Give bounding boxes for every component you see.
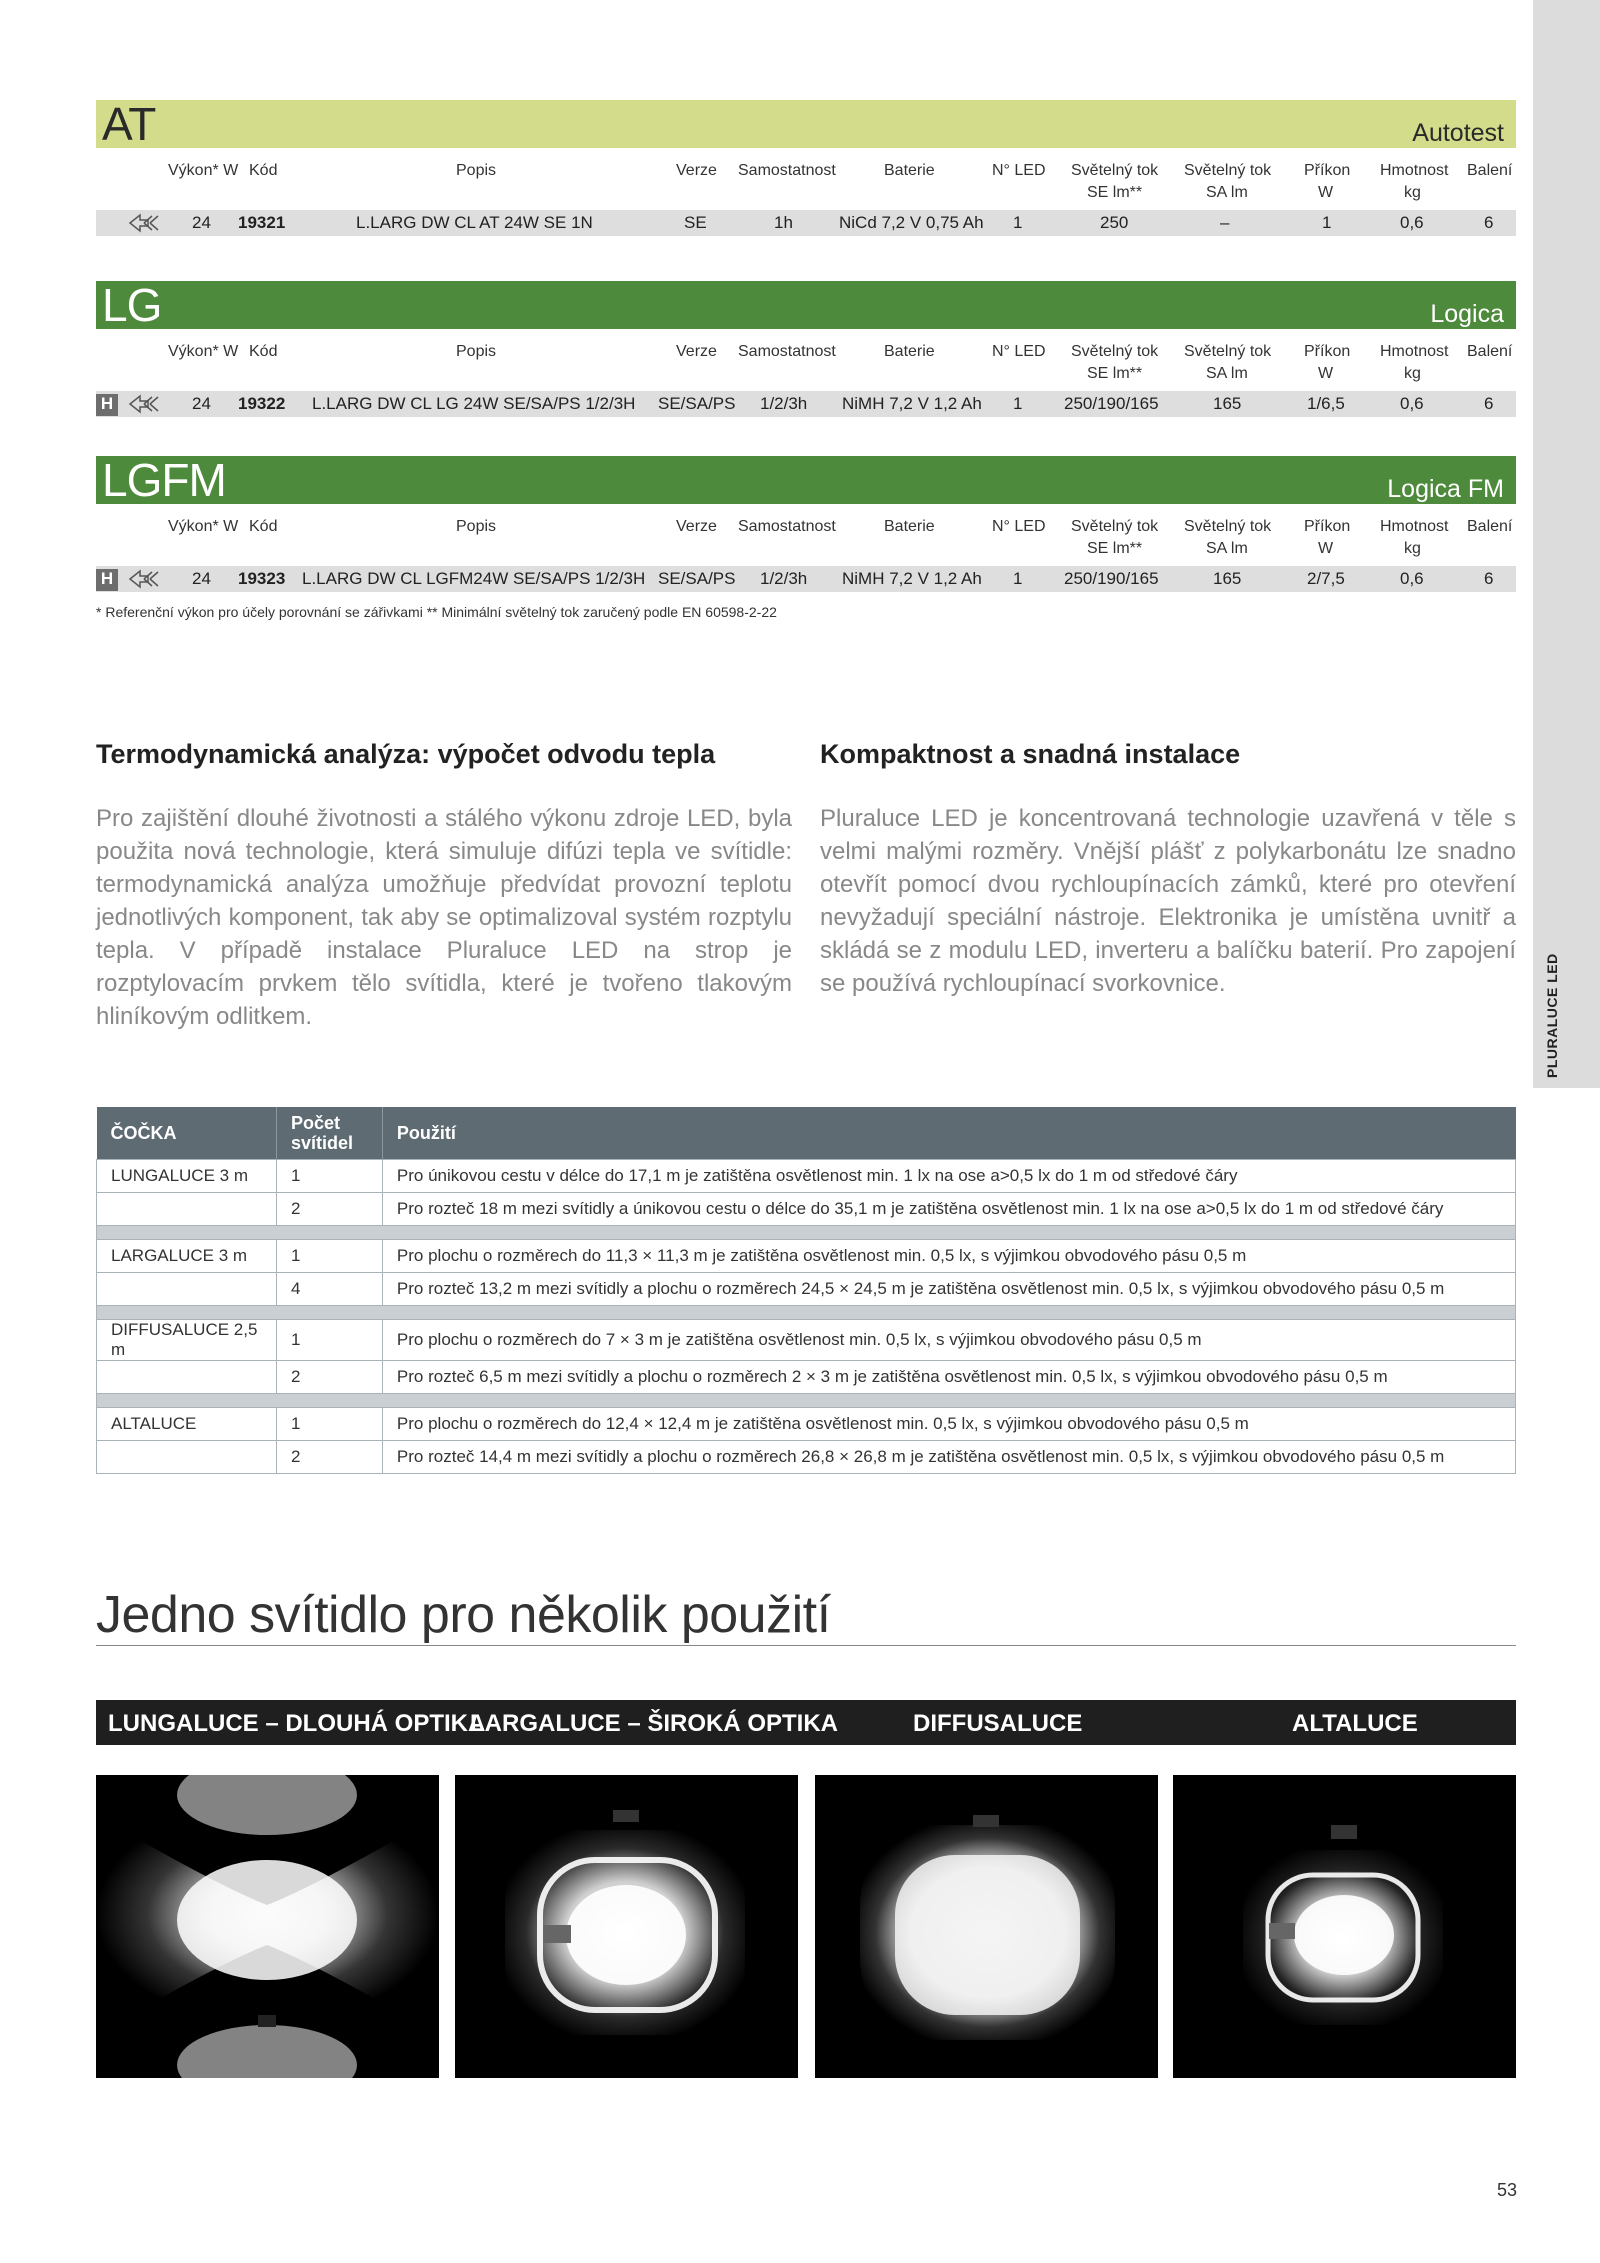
lens-name-empty xyxy=(97,1360,277,1393)
lens-use: Pro rozteč 6,5 m mezi svítidly a plochu o rozměrech 2 × 3 m je zatištěna osvětlenost min. 0,5 lx, s výjimkou obvodového pásu 0,5 m xyxy=(382,1360,1515,1393)
col-tok-se: Světelný tok xyxy=(1071,518,1159,535)
header-use: Použití xyxy=(382,1107,1515,1159)
product-block-lgfm xyxy=(96,456,1516,592)
col-prikon-unit: W xyxy=(1318,365,1334,382)
col-hmotnost: Hmotnost xyxy=(1380,518,1449,535)
col-verze: Verze xyxy=(676,518,717,535)
lens-count: 1 xyxy=(276,1239,382,1272)
col-tok-sa: Světelný tok xyxy=(1184,162,1272,179)
col-hmotnost-unit: kg xyxy=(1404,540,1421,557)
cell-tok-sa: 165 xyxy=(1213,569,1242,588)
col-tok-se: Světelný tok xyxy=(1071,162,1159,179)
section-title: Jedno svítidlo pro několik použití xyxy=(96,1586,831,1644)
col-hmotnost: Hmotnost xyxy=(1380,162,1449,179)
product-code: LGFM xyxy=(102,454,226,506)
col-kod: Kód xyxy=(249,518,278,535)
spacer-cell xyxy=(97,1305,1516,1319)
product-family: Autotest xyxy=(1412,119,1504,147)
product-block-at xyxy=(96,100,1516,236)
table-spacer xyxy=(97,1393,1516,1407)
product-band xyxy=(96,456,1516,504)
optics-label-lungaluce: LUNGALUCE – DLOUHÁ OPTIKA xyxy=(108,1710,486,1737)
lens-name: DIFFUSALUCE 2,5 m xyxy=(97,1319,277,1360)
cell-prikon: 2/7,5 xyxy=(1307,569,1345,588)
col-tok-sa-unit: SA lm xyxy=(1206,365,1248,382)
col-prikon: Příkon xyxy=(1304,162,1351,179)
col-baleni: Balení xyxy=(1467,162,1513,179)
cell-tok-se: 250/190/165 xyxy=(1064,394,1159,413)
right-text-column xyxy=(820,736,1516,1000)
right-heading: Kompaktnost a snadná instalace xyxy=(820,739,1241,769)
cell-power: 24 xyxy=(192,569,211,588)
col-samostatnost: Samostatnost xyxy=(738,518,836,535)
table-row xyxy=(97,1272,1516,1305)
table-row xyxy=(97,1159,1516,1192)
product-band xyxy=(96,281,1516,329)
product-band xyxy=(96,100,1516,148)
cell-samostatnost: 1h xyxy=(774,213,793,232)
lens-count: 1 xyxy=(276,1319,382,1360)
product-row xyxy=(96,391,1516,417)
col-hmotnost: Hmotnost xyxy=(1380,343,1449,360)
cell-led: 1 xyxy=(1013,394,1023,413)
col-verze: Verze xyxy=(676,343,717,360)
lens-use: Pro rozteč 14,4 m mezi svítidly a plochu o rozměrech 26,8 × 26,8 m je zatištěna osvětlenost min. 0,5 lx, s výjimkou obvodového pásu 0,5 m xyxy=(382,1440,1515,1473)
lens-name-empty xyxy=(97,1192,277,1225)
table-row xyxy=(97,1360,1516,1393)
exit-sign-icon xyxy=(126,568,162,590)
col-vykon: Výkon* W xyxy=(168,518,239,535)
col-samostatnost: Samostatnost xyxy=(738,162,836,179)
cell-led: 1 xyxy=(1013,213,1023,232)
col-vykon: Výkon* W xyxy=(168,343,239,360)
col-prikon: Příkon xyxy=(1304,518,1351,535)
column-header-row xyxy=(96,504,1516,566)
cell-samostatnost: 1/2/3h xyxy=(760,394,808,413)
cell-verze: SE/SA/PS xyxy=(658,394,736,413)
lens-count: 4 xyxy=(276,1272,382,1305)
col-vykon: Výkon* W xyxy=(168,162,239,179)
cell-hmotnost: 0,6 xyxy=(1400,569,1424,588)
col-tok-se: Světelný tok xyxy=(1071,343,1159,360)
lens-name: LUNGALUCE 3 m xyxy=(97,1159,277,1192)
title-rule xyxy=(96,1645,1516,1646)
col-popis: Popis xyxy=(456,518,497,535)
lens-use: Pro plochu o rozměrech do 12,4 × 12,4 m je zatištěna osvětlenost min. 0,5 lx, s výjimkou obvodového pásu 0,5 m xyxy=(382,1407,1515,1440)
table-spacer xyxy=(97,1305,1516,1319)
col-baterie: Baterie xyxy=(884,343,935,360)
table-row xyxy=(97,1239,1516,1272)
table-spacer xyxy=(97,1225,1516,1239)
largaluce-photo xyxy=(455,1775,798,2078)
h-badge-icon: H xyxy=(96,569,118,591)
optics-bar xyxy=(96,1700,1516,1745)
product-family: Logica xyxy=(1430,300,1504,328)
optics-label-diffusaluce: DIFFUSALUCE xyxy=(913,1710,1083,1737)
lungaluce-photo xyxy=(96,1775,439,2078)
col-tok-sa: Světelný tok xyxy=(1184,343,1272,360)
cell-hmotnost: 0,6 xyxy=(1400,394,1424,413)
lens-name: LARGALUCE 3 m xyxy=(97,1239,277,1272)
altaluce-photo xyxy=(1173,1775,1516,2078)
col-baleni: Balení xyxy=(1467,343,1513,360)
col-prikon-unit: W xyxy=(1318,184,1334,201)
lens-use: Pro plochu o rozměrech do 7 × 3 m je zatištěna osvětlenost min. 0,5 lx, s výjimkou obvodového pásu 0,5 m xyxy=(382,1319,1515,1360)
lens-count: 1 xyxy=(276,1407,382,1440)
col-tok-se-unit: SE lm** xyxy=(1087,184,1143,201)
lens-name-empty xyxy=(97,1272,277,1305)
col-prikon-unit: W xyxy=(1318,540,1334,557)
col-popis: Popis xyxy=(456,343,497,360)
lens-table-header xyxy=(97,1107,1516,1159)
header-count: Počet svítidel xyxy=(276,1107,382,1159)
h-badge-icon: H xyxy=(96,394,118,416)
spacer-cell xyxy=(97,1225,1516,1239)
cell-popis: L.LARG DW CL LGFM24W SE/SA/PS 1/2/3H xyxy=(302,569,646,588)
lens-use: Pro únikovou cestu v délce do 17,1 m je zatištěna osvětlenost min. 1 lx na ose a>0,5 lx do 1 m od středové čáry xyxy=(382,1159,1515,1192)
lens-name-empty xyxy=(97,1440,277,1473)
cell-popis: L.LARG DW CL LG 24W SE/SA/PS 1/2/3H xyxy=(312,394,636,413)
cell-baterie: NiMH 7,2 V 1,2 Ah xyxy=(842,394,982,413)
cell-popis: L.LARG DW CL AT 24W SE 1N xyxy=(356,213,593,232)
col-led: N° LED xyxy=(992,343,1046,360)
cell-led: 1 xyxy=(1013,569,1023,588)
left-paragraph: Pro zajištění dlouhé životnosti a stálého výkonu zdroje LED, byla použita nová technologie, která simuluje difúzi tepla ve svítidle: termodynamická analýza umožňuje předvídat provozní teplotu jednotlivých komponent, tak aby se optimalizoval systém rozptylu tepla. V případě instalace Pluraluce LED na strop je rozptylovacím prvkem tělo svítidla, které je tvořeno tlakovým hliníkovým odlitkem. xyxy=(96,805,792,1030)
lens-use: Pro plochu o rozměrech do 11,3 × 11,3 m je zatištěna osvětlenost min. 0,5 lx, s výjimkou obvodového pásu 0,5 m xyxy=(382,1239,1515,1272)
column-header-row xyxy=(96,329,1516,391)
exit-sign-icon xyxy=(126,212,162,234)
col-popis: Popis xyxy=(456,162,497,179)
col-kod: Kód xyxy=(249,343,278,360)
header-lens: ČOČKA xyxy=(97,1107,277,1159)
cell-kod: 19323 xyxy=(238,569,286,588)
col-tok-se-unit: SE lm** xyxy=(1087,540,1143,557)
cell-baleni: 6 xyxy=(1484,569,1494,588)
col-kod: Kód xyxy=(249,162,278,179)
column-header-row xyxy=(96,148,1516,210)
col-led: N° LED xyxy=(992,518,1046,535)
product-row xyxy=(96,566,1516,592)
side-tab xyxy=(1533,0,1600,1088)
lens-count: 2 xyxy=(276,1360,382,1393)
spacer-cell xyxy=(97,1393,1516,1407)
cell-power: 24 xyxy=(192,213,211,232)
cell-prikon: 1 xyxy=(1322,213,1332,232)
cell-baleni: 6 xyxy=(1484,394,1494,413)
product-family: Logica FM xyxy=(1387,475,1504,503)
cell-tok-sa: – xyxy=(1220,213,1230,232)
cell-prikon: 1/6,5 xyxy=(1307,394,1345,413)
page-number: 53 xyxy=(1497,2180,1518,2200)
col-tok-sa-unit: SA lm xyxy=(1206,184,1248,201)
table-row xyxy=(97,1440,1516,1473)
diffusaluce-photo xyxy=(815,1775,1158,2078)
col-led: N° LED xyxy=(992,162,1046,179)
col-tok-sa: Světelný tok xyxy=(1184,518,1272,535)
table-row xyxy=(97,1407,1516,1440)
footnote: * Referenční výkon pro účely porovnání se zářivkami ** Minimální světelný tok zaručený podle EN 60598-2-22 xyxy=(96,604,777,620)
cell-baterie: NiCd 7,2 V 0,75 Ah xyxy=(839,213,984,232)
cell-baleni: 6 xyxy=(1484,213,1494,232)
cell-hmotnost: 0,6 xyxy=(1400,213,1424,232)
col-tok-sa-unit: SA lm xyxy=(1206,540,1248,557)
cell-tok-sa: 165 xyxy=(1213,394,1242,413)
table-row xyxy=(97,1319,1516,1360)
col-verze: Verze xyxy=(676,162,717,179)
col-baleni: Balení xyxy=(1467,518,1513,535)
cell-kod: 19321 xyxy=(238,213,286,232)
exit-sign-icon xyxy=(126,393,162,415)
col-baterie: Baterie xyxy=(884,518,935,535)
cell-kod: 19322 xyxy=(238,394,286,413)
cell-verze: SE xyxy=(684,213,707,232)
left-heading: Termodynamická analýza: výpočet odvodu tepla xyxy=(96,739,716,769)
left-text-column xyxy=(96,736,792,1033)
col-baterie: Baterie xyxy=(884,162,935,179)
cell-verze: SE/SA/PS xyxy=(658,569,736,588)
col-hmotnost-unit: kg xyxy=(1404,184,1421,201)
lens-name: ALTALUCE xyxy=(97,1407,277,1440)
optics-label-largaluce: LARGALUCE – ŠIROKÁ OPTIKA xyxy=(470,1710,839,1737)
lens-count: 1 xyxy=(276,1159,382,1192)
lens-count: 2 xyxy=(276,1440,382,1473)
side-tab-label: PLURALUCE LED xyxy=(1544,953,1560,1078)
col-tok-se-unit: SE lm** xyxy=(1087,365,1143,382)
lens-use: Pro rozteč 18 m mezi svítidly a únikovou cestu o délce do 35,1 m je zatištěna osvětlenost min. 1 lx na ose a>0,5 lx do 1 m od středové čáry xyxy=(382,1192,1515,1225)
product-block-lg xyxy=(96,281,1516,417)
cell-baterie: NiMH 7,2 V 1,2 Ah xyxy=(842,569,982,588)
col-hmotnost-unit: kg xyxy=(1404,365,1421,382)
lens-table xyxy=(96,1107,1516,1474)
table-row xyxy=(97,1192,1516,1225)
lens-count: 2 xyxy=(276,1192,382,1225)
product-code: LG xyxy=(102,279,162,331)
lens-use: Pro rozteč 13,2 m mezi svítidly a plochu o rozměrech 24,5 × 24,5 m je zatištěna osvětlenost min. 0,5 lx, s výjimkou obvodového pásu 0,5 m xyxy=(382,1272,1515,1305)
right-paragraph: Pluraluce LED je koncentrovaná technologie uzavřená v těle s velmi malými rozměry. Vnější plášť z polykarbonátu lze snadno otevřít pomocí dvou rychloupínacích zámků, které pro otevření nevyžadují speciální nástroje. Elektronika je umístěna uvnitř a skládá se z modulu LED, inverteru a balíčku baterií. Pro zapojení se používá rychloupínací svorkovnice. xyxy=(820,805,1516,997)
cell-samostatnost: 1/2/3h xyxy=(760,569,808,588)
cell-tok-se: 250/190/165 xyxy=(1064,569,1159,588)
cell-tok-se: 250 xyxy=(1100,213,1129,232)
product-row xyxy=(96,210,1516,236)
col-prikon: Příkon xyxy=(1304,343,1351,360)
col-samostatnost: Samostatnost xyxy=(738,343,836,360)
product-code: AT xyxy=(102,98,156,150)
cell-power: 24 xyxy=(192,394,211,413)
optics-label-altaluce: ALTALUCE xyxy=(1292,1710,1418,1737)
